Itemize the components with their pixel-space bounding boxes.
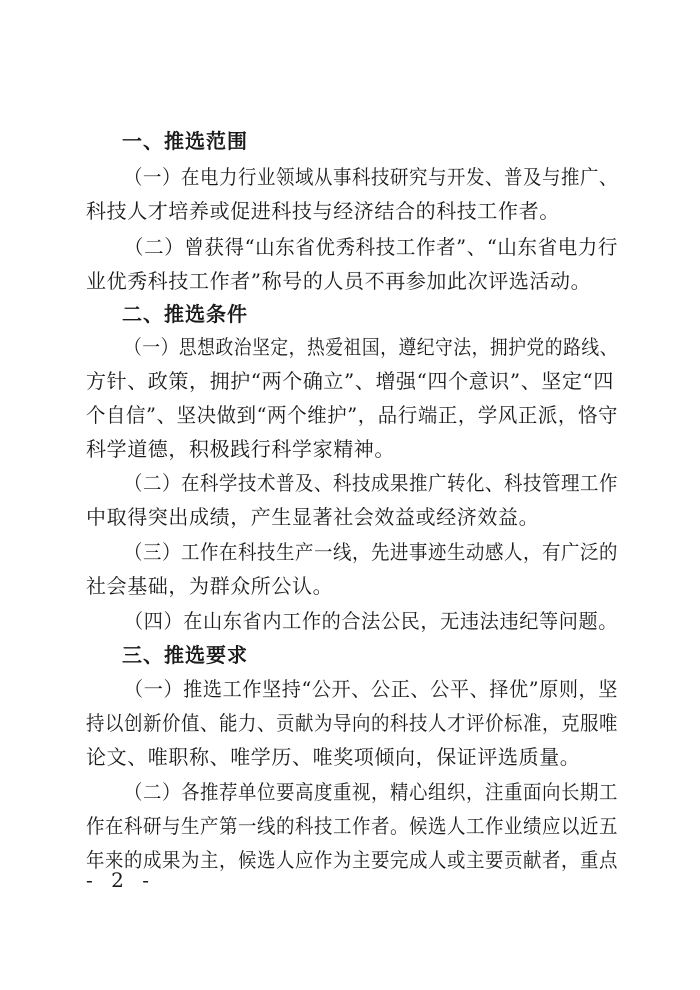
paragraph-line: 年来的成果为主，候选人应作为主要完成人或主要贡献者，重点: [86, 848, 618, 872]
paragraph-line: （二）各推荐单位要高度重视，精心组织，注重面向长期工: [124, 780, 618, 804]
paragraph-line: 中取得突出成绩，产生显著社会效益或经济效益。: [86, 505, 540, 529]
paragraph-line: 作在科研与生产第一线的科技工作者。候选人工作业绩应以近五: [86, 814, 618, 838]
paragraph-line: 论文、唯职称、唯学历、唯奖项倾向，保证评选质量。: [86, 745, 581, 769]
paragraph-line: 个自信”、坚决做到“两个维护”，品行端正，学风正派，恪守: [86, 403, 618, 427]
paragraph-line: （一）推选工作坚持“公开、公正、公平、择优”原则，坚: [124, 677, 618, 701]
paragraph-line: 社会基础，为群众所公认。: [86, 574, 334, 598]
paragraph-line: 业优秀科技工作者”称号的人员不再参加此次评选活动。: [86, 269, 592, 293]
section-heading-scope: 一、推选范围: [122, 129, 248, 153]
paragraph-line: 持以创新价值、能力、贡献为导向的科技人才评价标准，克服唯: [86, 711, 618, 735]
paragraph-line: （二）曾获得“山东省优秀科技工作者”、“山东省电力行: [124, 235, 618, 259]
section-heading-requirements: 三、推选要求: [122, 643, 248, 667]
paragraph-line: 科技人才培养或促进科技与经济结合的科技工作者。: [86, 199, 560, 223]
section-heading-conditions: 二、推选条件: [122, 302, 248, 326]
paragraph-line: （一）思想政治坚定，热爱祖国，遵纪守法，拥护党的路线、: [124, 335, 618, 359]
paragraph-line: （三）工作在科技生产一线，先进事迹生动感人，有广泛的: [124, 540, 618, 564]
paragraph-line: （一）在电力行业领域从事科技研究与开发、普及与推广、: [124, 165, 618, 189]
paragraph-line: （四）在山东省内工作的合法公民，无违法违纪等问题。: [124, 609, 618, 633]
paragraph-line: 方针、政策，拥护“两个确立”、增强“四个意识”、坚定“四: [86, 369, 614, 393]
page-number: - 2 -: [86, 868, 155, 892]
paragraph-line: 科学道德，积极践行科学家精神。: [86, 437, 395, 461]
paragraph-line: （二）在科学技术普及、科技成果推广转化、科技管理工作: [124, 471, 618, 495]
